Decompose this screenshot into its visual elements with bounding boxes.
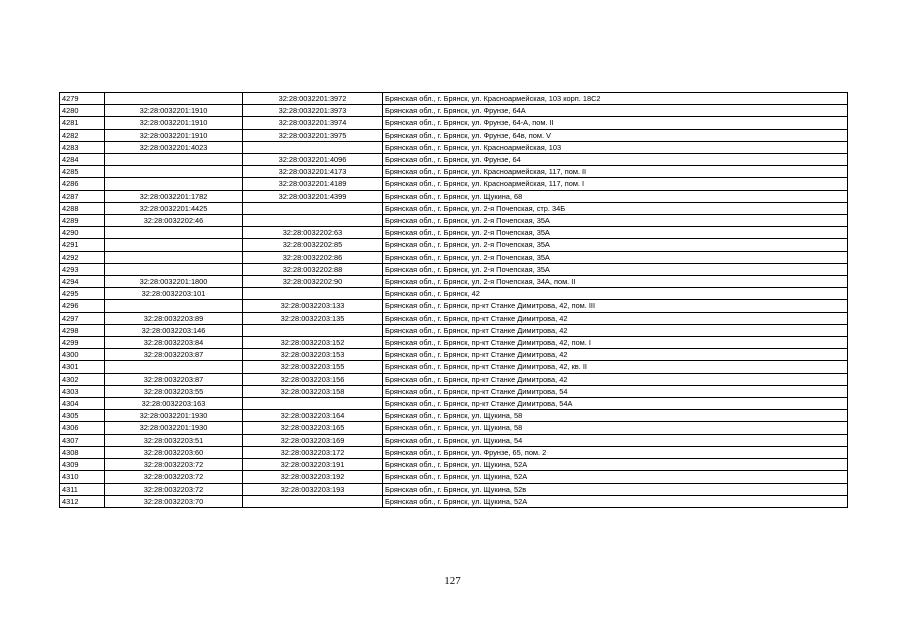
row-number-cell: 4311	[60, 483, 105, 495]
address-cell: Брянская обл., г. Брянск, пр-кт Станке Димитрова, 42, кв. II	[383, 361, 848, 373]
land-cadastral-number-cell: 32:28:0032203:70	[105, 495, 243, 507]
address-cell: Брянская обл., г. Брянск, ул. Щукина, 52А	[383, 471, 848, 483]
land-cadastral-number-cell: 32:28:0032201:1930	[105, 410, 243, 422]
address-cell: Брянская обл., г. Брянск, ул. 2-я Почепская, стр. 34Б	[383, 202, 848, 214]
building-cadastral-number-cell: 32:28:0032203:172	[243, 446, 383, 458]
table-body	[60, 93, 848, 508]
table-row	[60, 202, 848, 214]
address-cell: Брянская обл., г. Брянск, ул. 2-я Почепская, 35А	[383, 227, 848, 239]
table-row	[60, 263, 848, 275]
land-cadastral-number-cell: 32:28:0032203:72	[105, 459, 243, 471]
land-cadastral-number-cell: 32:28:0032203:60	[105, 446, 243, 458]
table-row	[60, 446, 848, 458]
table-row	[60, 117, 848, 129]
land-cadastral-number-cell	[105, 178, 243, 190]
row-number-cell: 4300	[60, 349, 105, 361]
row-number-cell: 4281	[60, 117, 105, 129]
table-row	[60, 276, 848, 288]
table-row	[60, 215, 848, 227]
row-number-cell: 4282	[60, 129, 105, 141]
row-number-cell: 4287	[60, 190, 105, 202]
address-cell: Брянская обл., г. Брянск, ул. Красноармейская, 103	[383, 141, 848, 153]
land-cadastral-number-cell	[105, 227, 243, 239]
table-row	[60, 166, 848, 178]
land-cadastral-number-cell: 32:28:0032203:89	[105, 312, 243, 324]
address-cell: Брянская обл., г. Брянск, ул. 2-я Почепская, 35А	[383, 251, 848, 263]
address-cell: Брянская обл., г. Брянск, ул. Щукина, 68	[383, 190, 848, 202]
table-row	[60, 385, 848, 397]
row-number-cell: 4303	[60, 385, 105, 397]
building-cadastral-number-cell: 32:28:0032203:153	[243, 349, 383, 361]
address-cell: Брянская обл., г. Брянск, ул. 2-я Почепская, 35А	[383, 263, 848, 275]
table-row	[60, 422, 848, 434]
address-cell: Брянская обл., г. Брянск, пр-кт Станке Димитрова, 42	[383, 312, 848, 324]
land-cadastral-number-cell	[105, 300, 243, 312]
row-number-cell: 4310	[60, 471, 105, 483]
building-cadastral-number-cell	[243, 141, 383, 153]
table-row	[60, 178, 848, 190]
row-number-cell: 4296	[60, 300, 105, 312]
building-cadastral-number-cell: 32:28:0032202:86	[243, 251, 383, 263]
land-cadastral-number-cell	[105, 154, 243, 166]
address-cell: Брянская обл., г. Брянск, 42	[383, 288, 848, 300]
land-cadastral-number-cell: 32:28:0032201:4023	[105, 141, 243, 153]
building-cadastral-number-cell: 32:28:0032203:164	[243, 410, 383, 422]
table-row	[60, 398, 848, 410]
land-cadastral-number-cell: 32:28:0032203:87	[105, 349, 243, 361]
table-row	[60, 288, 848, 300]
building-cadastral-number-cell: 32:28:0032201:3972	[243, 93, 383, 105]
land-cadastral-number-cell	[105, 361, 243, 373]
row-number-cell: 4292	[60, 251, 105, 263]
building-cadastral-number-cell: 32:28:0032201:4189	[243, 178, 383, 190]
row-number-cell: 4290	[60, 227, 105, 239]
address-cell: Брянская обл., г. Брянск, ул. Щукина, 54	[383, 434, 848, 446]
row-number-cell: 4283	[60, 141, 105, 153]
row-number-cell: 4285	[60, 166, 105, 178]
address-cell: Брянская обл., г. Брянск, ул. Красноармейская, 117, пом. I	[383, 178, 848, 190]
land-cadastral-number-cell: 32:28:0032203:163	[105, 398, 243, 410]
building-cadastral-number-cell	[243, 202, 383, 214]
address-cell: Брянская обл., г. Брянск, ул. Фрунзе, 64в, пом. V	[383, 129, 848, 141]
address-cell: Брянская обл., г. Брянск, ул. 2-я Почепская, 35А	[383, 239, 848, 251]
address-cell: Брянская обл., г. Брянск, ул. Щукина, 52А	[383, 459, 848, 471]
building-cadastral-number-cell: 32:28:0032201:4173	[243, 166, 383, 178]
row-number-cell: 4301	[60, 361, 105, 373]
row-number-cell: 4284	[60, 154, 105, 166]
address-cell: Брянская обл., г. Брянск, пр-кт Станке Димитрова, 54	[383, 385, 848, 397]
row-number-cell: 4305	[60, 410, 105, 422]
row-number-cell: 4312	[60, 495, 105, 507]
land-cadastral-number-cell: 32:28:0032203:146	[105, 324, 243, 336]
table-row	[60, 154, 848, 166]
table-row	[60, 471, 848, 483]
row-number-cell: 4304	[60, 398, 105, 410]
row-number-cell: 4309	[60, 459, 105, 471]
property-register-table	[59, 92, 848, 508]
land-cadastral-number-cell: 32:28:0032203:87	[105, 373, 243, 385]
address-cell: Брянская обл., г. Брянск, пр-кт Станке Димитрова, 42, пом. III	[383, 300, 848, 312]
table-row	[60, 361, 848, 373]
building-cadastral-number-cell: 32:28:0032203:191	[243, 459, 383, 471]
address-cell: Брянская обл., г. Брянск, ул. Щукина, 58	[383, 410, 848, 422]
table-row	[60, 434, 848, 446]
table-row	[60, 93, 848, 105]
building-cadastral-number-cell: 32:28:0032203:192	[243, 471, 383, 483]
building-cadastral-number-cell: 32:28:0032203:158	[243, 385, 383, 397]
land-cadastral-number-cell: 32:28:0032201:4425	[105, 202, 243, 214]
building-cadastral-number-cell: 32:28:0032203:165	[243, 422, 383, 434]
table-row	[60, 129, 848, 141]
address-cell: Брянская обл., г. Брянск, ул. Красноармейская, 103 корп. 18С2	[383, 93, 848, 105]
land-cadastral-number-cell: 32:28:0032201:1800	[105, 276, 243, 288]
table-row	[60, 300, 848, 312]
table-row	[60, 190, 848, 202]
building-cadastral-number-cell: 32:28:0032202:90	[243, 276, 383, 288]
address-cell: Брянская обл., г. Брянск, ул. Фрунзе, 65, пом. 2	[383, 446, 848, 458]
row-number-cell: 4302	[60, 373, 105, 385]
land-cadastral-number-cell: 32:28:0032201:1782	[105, 190, 243, 202]
land-cadastral-number-cell: 32:28:0032201:1910	[105, 105, 243, 117]
address-cell: Брянская обл., г. Брянск, ул. Щукина, 52в	[383, 483, 848, 495]
row-number-cell: 4293	[60, 263, 105, 275]
land-cadastral-number-cell: 32:28:0032203:84	[105, 337, 243, 349]
land-cadastral-number-cell: 32:28:0032203:55	[105, 385, 243, 397]
row-number-cell: 4307	[60, 434, 105, 446]
building-cadastral-number-cell: 32:28:0032203:155	[243, 361, 383, 373]
building-cadastral-number-cell: 32:28:0032201:4096	[243, 154, 383, 166]
table-row	[60, 349, 848, 361]
building-cadastral-number-cell: 32:28:0032203:169	[243, 434, 383, 446]
table-row	[60, 141, 848, 153]
table-row	[60, 105, 848, 117]
land-cadastral-number-cell: 32:28:0032201:1910	[105, 117, 243, 129]
table-row	[60, 373, 848, 385]
row-number-cell: 4289	[60, 215, 105, 227]
land-cadastral-number-cell: 32:28:0032201:1910	[105, 129, 243, 141]
building-cadastral-number-cell	[243, 324, 383, 336]
land-cadastral-number-cell	[105, 239, 243, 251]
land-cadastral-number-cell	[105, 263, 243, 275]
address-cell: Брянская обл., г. Брянск, ул. 2-я Почепская, 34А, пом. II	[383, 276, 848, 288]
building-cadastral-number-cell	[243, 215, 383, 227]
address-cell: Брянская обл., г. Брянск, ул. Фрунзе, 64А	[383, 105, 848, 117]
row-number-cell: 4294	[60, 276, 105, 288]
land-cadastral-number-cell	[105, 251, 243, 263]
row-number-cell: 4288	[60, 202, 105, 214]
building-cadastral-number-cell	[243, 288, 383, 300]
table-row	[60, 337, 848, 349]
row-number-cell: 4286	[60, 178, 105, 190]
land-cadastral-number-cell	[105, 166, 243, 178]
building-cadastral-number-cell: 32:28:0032201:3975	[243, 129, 383, 141]
row-number-cell: 4295	[60, 288, 105, 300]
table-row	[60, 227, 848, 239]
building-cadastral-number-cell: 32:28:0032203:193	[243, 483, 383, 495]
row-number-cell: 4299	[60, 337, 105, 349]
address-cell: Брянская обл., г. Брянск, ул. Красноармейская, 117, пом. II	[383, 166, 848, 178]
address-cell: Брянская обл., г. Брянск, пр-кт Станке Димитрова, 42	[383, 349, 848, 361]
land-cadastral-number-cell: 32:28:0032203:72	[105, 483, 243, 495]
row-number-cell: 4298	[60, 324, 105, 336]
row-number-cell: 4280	[60, 105, 105, 117]
table-row	[60, 495, 848, 507]
table-row	[60, 324, 848, 336]
building-cadastral-number-cell: 32:28:0032202:88	[243, 263, 383, 275]
land-cadastral-number-cell: 32:28:0032202:46	[105, 215, 243, 227]
table-row	[60, 312, 848, 324]
building-cadastral-number-cell: 32:28:0032201:3973	[243, 105, 383, 117]
address-cell: Брянская обл., г. Брянск, ул. Фрунзе, 64-А, пом. II	[383, 117, 848, 129]
building-cadastral-number-cell: 32:28:0032202:85	[243, 239, 383, 251]
building-cadastral-number-cell: 32:28:0032201:3974	[243, 117, 383, 129]
row-number-cell: 4291	[60, 239, 105, 251]
building-cadastral-number-cell: 32:28:0032203:135	[243, 312, 383, 324]
address-cell: Брянская обл., г. Брянск, ул. Фрунзе, 64	[383, 154, 848, 166]
row-number-cell: 4279	[60, 93, 105, 105]
address-cell: Брянская обл., г. Брянск, пр-кт Станке Димитрова, 42	[383, 324, 848, 336]
address-cell: Брянская обл., г. Брянск, пр-кт Станке Димитрова, 42	[383, 373, 848, 385]
row-number-cell: 4308	[60, 446, 105, 458]
land-cadastral-number-cell: 32:28:0032203:101	[105, 288, 243, 300]
table-row	[60, 483, 848, 495]
building-cadastral-number-cell: 32:28:0032202:63	[243, 227, 383, 239]
building-cadastral-number-cell: 32:28:0032203:156	[243, 373, 383, 385]
building-cadastral-number-cell	[243, 495, 383, 507]
address-cell: Брянская обл., г. Брянск, пр-кт Станке Димитрова, 54А	[383, 398, 848, 410]
building-cadastral-number-cell: 32:28:0032203:133	[243, 300, 383, 312]
address-cell: Брянская обл., г. Брянск, ул. 2-я Почепская, 35А	[383, 215, 848, 227]
building-cadastral-number-cell: 32:28:0032201:4399	[243, 190, 383, 202]
building-cadastral-number-cell	[243, 398, 383, 410]
row-number-cell: 4306	[60, 422, 105, 434]
land-cadastral-number-cell: 32:28:0032203:72	[105, 471, 243, 483]
table-row	[60, 459, 848, 471]
address-cell: Брянская обл., г. Брянск, ул. Щукина, 58	[383, 422, 848, 434]
page-number: 127	[444, 575, 461, 587]
land-cadastral-number-cell	[105, 93, 243, 105]
land-cadastral-number-cell: 32:28:0032201:1930	[105, 422, 243, 434]
building-cadastral-number-cell: 32:28:0032203:152	[243, 337, 383, 349]
row-number-cell: 4297	[60, 312, 105, 324]
address-cell: Брянская обл., г. Брянск, ул. Щукина, 52А	[383, 495, 848, 507]
table-row	[60, 251, 848, 263]
table-row	[60, 239, 848, 251]
table-row	[60, 410, 848, 422]
land-cadastral-number-cell: 32:28:0032203:51	[105, 434, 243, 446]
address-cell: Брянская обл., г. Брянск, пр-кт Станке Димитрова, 42, пом. I	[383, 337, 848, 349]
